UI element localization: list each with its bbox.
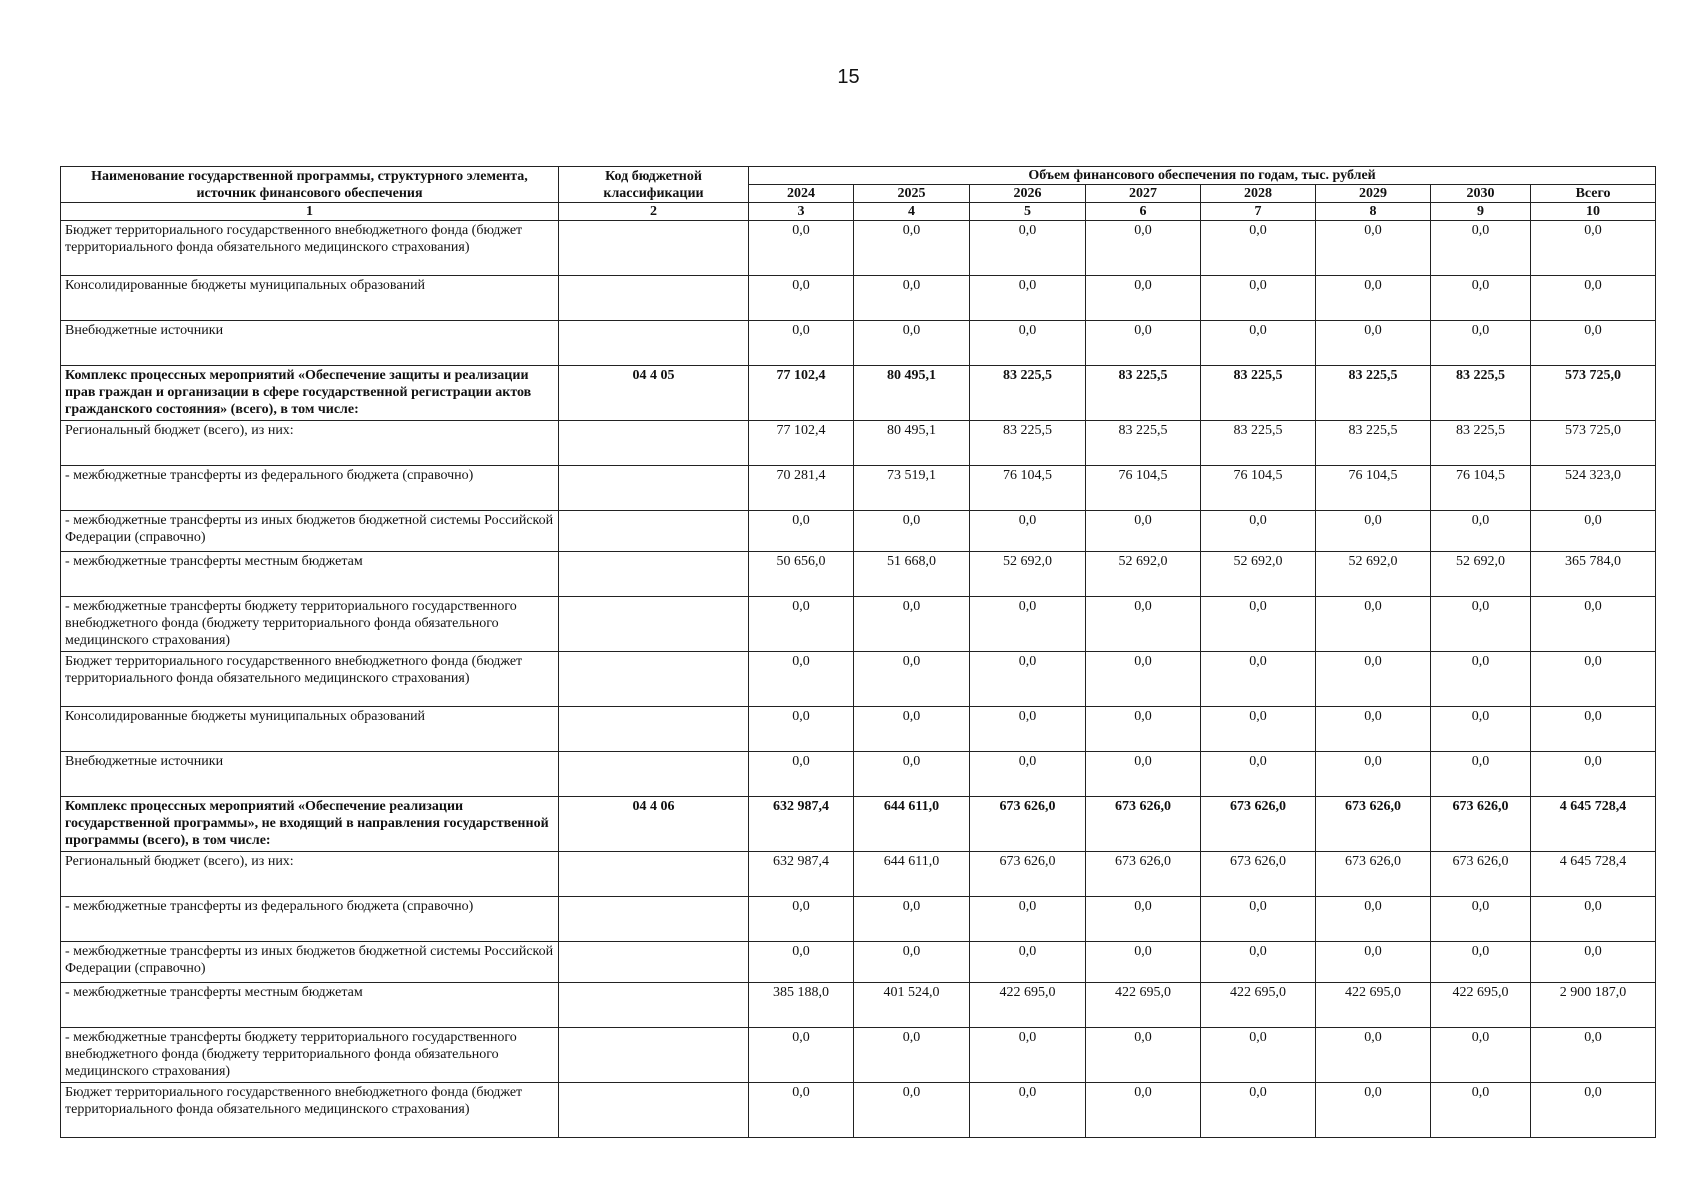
header-year: 2028: [1201, 185, 1316, 203]
row-value-cell: 673 626,0: [1431, 852, 1531, 897]
row-value-cell: 0,0: [1431, 221, 1531, 276]
header-group: Объем финансового обеспечения по годам, тыс. рублей: [749, 167, 1656, 185]
row-value-cell: 0,0: [1531, 221, 1656, 276]
row-value-cell: 673 626,0: [1316, 797, 1431, 852]
row-value-cell: 0,0: [1201, 897, 1316, 942]
row-value-cell: 0,0: [1431, 321, 1531, 366]
row-name-cell: Региональный бюджет (всего), из них:: [61, 421, 559, 466]
row-value-cell: 0,0: [854, 221, 970, 276]
row-value-cell: 76 104,5: [1201, 466, 1316, 511]
row-value-cell: 76 104,5: [1086, 466, 1201, 511]
row-value-cell: 0,0: [1086, 221, 1201, 276]
row-value-cell: 52 692,0: [970, 552, 1086, 597]
row-value-cell: 77 102,4: [749, 366, 854, 421]
table-row: [61, 1028, 1656, 1083]
row-value-cell: 0,0: [1086, 1083, 1201, 1138]
row-value-cell: 0,0: [749, 942, 854, 983]
row-code-cell: [559, 466, 749, 511]
row-name-cell: - межбюджетные трансферты бюджету территориального государственного внебюджетного фонда (бюджету территориального фонда обязательного медицинского страхования): [61, 597, 559, 652]
row-value-cell: 83 225,5: [1201, 421, 1316, 466]
row-value-cell: 0,0: [854, 1083, 970, 1138]
row-name-cell: - межбюджетные трансферты из иных бюджетов бюджетной системы Российской Федерации (справочно): [61, 942, 559, 983]
header-code: Код бюджетной классификации: [559, 167, 749, 203]
row-value-cell: 83 225,5: [1431, 366, 1531, 421]
row-value-cell: 0,0: [1531, 752, 1656, 797]
row-value-cell: 0,0: [1201, 652, 1316, 707]
row-name-cell: - межбюджетные трансферты местным бюджетам: [61, 983, 559, 1028]
header-year: 2026: [970, 185, 1086, 203]
row-value-cell: 0,0: [749, 511, 854, 552]
row-value-cell: 51 668,0: [854, 552, 970, 597]
row-value-cell: 0,0: [854, 597, 970, 652]
row-value-cell: 0,0: [1086, 707, 1201, 752]
row-value-cell: 673 626,0: [1201, 852, 1316, 897]
row-value-cell: 76 104,5: [1431, 466, 1531, 511]
row-value-cell: 0,0: [854, 321, 970, 366]
row-value-cell: 50 656,0: [749, 552, 854, 597]
table-row: [61, 366, 1656, 421]
row-name-cell: - межбюджетные трансферты бюджету территориального государственного внебюджетного фонда (бюджету территориального фонда обязательного медицинского страхования): [61, 1028, 559, 1083]
row-name-cell: Региональный бюджет (всего), из них:: [61, 852, 559, 897]
header-year: 2029: [1316, 185, 1431, 203]
row-value-cell: 0,0: [854, 942, 970, 983]
row-name-cell: Консолидированные бюджеты муниципальных образований: [61, 276, 559, 321]
row-value-cell: 83 225,5: [1086, 366, 1201, 421]
row-value-cell: 0,0: [970, 707, 1086, 752]
row-value-cell: 0,0: [1086, 276, 1201, 321]
row-value-cell: 0,0: [1431, 942, 1531, 983]
row-code-cell: [559, 652, 749, 707]
row-value-cell: 0,0: [1316, 221, 1431, 276]
row-value-cell: 0,0: [1431, 707, 1531, 752]
row-value-cell: 673 626,0: [1201, 797, 1316, 852]
row-value-cell: 0,0: [1316, 321, 1431, 366]
table-row: [61, 797, 1656, 852]
row-value-cell: 0,0: [1531, 652, 1656, 707]
header-year: 2024: [749, 185, 854, 203]
row-value-cell: 0,0: [749, 321, 854, 366]
row-value-cell: 0,0: [854, 1028, 970, 1083]
row-value-cell: 0,0: [749, 1083, 854, 1138]
row-value-cell: 0,0: [1201, 321, 1316, 366]
row-value-cell: 0,0: [970, 221, 1086, 276]
row-value-cell: 0,0: [1086, 511, 1201, 552]
row-value-cell: 524 323,0: [1531, 466, 1656, 511]
row-value-cell: 0,0: [854, 752, 970, 797]
row-value-cell: 80 495,1: [854, 421, 970, 466]
row-name-cell: - межбюджетные трансферты из федерального бюджета (справочно): [61, 466, 559, 511]
row-value-cell: 0,0: [1531, 1028, 1656, 1083]
row-value-cell: 0,0: [1086, 321, 1201, 366]
table-row: [61, 1083, 1656, 1138]
row-value-cell: 0,0: [970, 1028, 1086, 1083]
row-value-cell: 401 524,0: [854, 983, 970, 1028]
row-value-cell: 0,0: [970, 652, 1086, 707]
row-code-cell: [559, 597, 749, 652]
row-value-cell: 0,0: [970, 942, 1086, 983]
row-value-cell: 0,0: [1086, 752, 1201, 797]
row-value-cell: 0,0: [1431, 1083, 1531, 1138]
table-body: [61, 221, 1656, 1138]
row-name-cell: Консолидированные бюджеты муниципальных образований: [61, 707, 559, 752]
row-value-cell: 0,0: [1531, 1083, 1656, 1138]
row-code-cell: [559, 1028, 749, 1083]
row-value-cell: 0,0: [1531, 942, 1656, 983]
row-value-cell: 673 626,0: [1431, 797, 1531, 852]
row-value-cell: 632 987,4: [749, 797, 854, 852]
row-value-cell: 83 225,5: [1431, 421, 1531, 466]
row-code-cell: [559, 221, 749, 276]
row-value-cell: 52 692,0: [1316, 552, 1431, 597]
row-value-cell: 77 102,4: [749, 421, 854, 466]
row-value-cell: 0,0: [1316, 1083, 1431, 1138]
row-value-cell: 76 104,5: [1316, 466, 1431, 511]
row-value-cell: 0,0: [1316, 652, 1431, 707]
row-value-cell: 52 692,0: [1201, 552, 1316, 597]
row-code-cell: [559, 511, 749, 552]
row-value-cell: 0,0: [1086, 1028, 1201, 1083]
page-number: 15: [837, 66, 860, 88]
header-column-number: 9: [1431, 203, 1531, 221]
row-value-cell: 0,0: [1086, 652, 1201, 707]
header-name: Наименование государственной программы, структурного элемента, источник финансового обеспечения: [61, 167, 559, 203]
row-value-cell: 0,0: [1431, 652, 1531, 707]
row-value-cell: 0,0: [970, 276, 1086, 321]
row-value-cell: 644 611,0: [854, 797, 970, 852]
table-row: [61, 421, 1656, 466]
row-code-cell: 04 4 05: [559, 366, 749, 421]
row-value-cell: 0,0: [1201, 1028, 1316, 1083]
row-value-cell: 0,0: [1316, 752, 1431, 797]
row-value-cell: 0,0: [854, 652, 970, 707]
row-code-cell: [559, 942, 749, 983]
row-value-cell: 4 645 728,4: [1531, 852, 1656, 897]
row-value-cell: 0,0: [1531, 707, 1656, 752]
row-value-cell: 0,0: [1086, 942, 1201, 983]
row-value-cell: 0,0: [970, 321, 1086, 366]
table-row: [61, 221, 1656, 276]
row-value-cell: 0,0: [749, 1028, 854, 1083]
table-row: [61, 511, 1656, 552]
table-row: [61, 897, 1656, 942]
row-value-cell: 0,0: [1201, 221, 1316, 276]
row-value-cell: 673 626,0: [1086, 852, 1201, 897]
table-row: [61, 276, 1656, 321]
row-value-cell: 422 695,0: [970, 983, 1086, 1028]
row-value-cell: 83 225,5: [1086, 421, 1201, 466]
financing-table: [60, 166, 1656, 1138]
row-value-cell: 0,0: [1316, 707, 1431, 752]
row-value-cell: 422 695,0: [1431, 983, 1531, 1028]
row-value-cell: 0,0: [1201, 752, 1316, 797]
row-value-cell: 0,0: [1531, 597, 1656, 652]
row-value-cell: 0,0: [1316, 276, 1431, 321]
header-column-number: 2: [559, 203, 749, 221]
row-value-cell: 0,0: [1201, 276, 1316, 321]
row-value-cell: 0,0: [970, 511, 1086, 552]
row-name-cell: Внебюджетные источники: [61, 752, 559, 797]
row-value-cell: 0,0: [1316, 897, 1431, 942]
row-value-cell: 673 626,0: [970, 852, 1086, 897]
row-value-cell: 76 104,5: [970, 466, 1086, 511]
header-column-numbers-row: [61, 203, 1656, 221]
row-value-cell: 0,0: [1316, 942, 1431, 983]
row-value-cell: 0,0: [749, 897, 854, 942]
header-column-number: 4: [854, 203, 970, 221]
header-year: Всего: [1531, 185, 1656, 203]
row-value-cell: 0,0: [1086, 897, 1201, 942]
row-value-cell: 385 188,0: [749, 983, 854, 1028]
table-row: [61, 597, 1656, 652]
row-value-cell: 52 692,0: [1431, 552, 1531, 597]
row-value-cell: 0,0: [1316, 1028, 1431, 1083]
header-year: 2027: [1086, 185, 1201, 203]
row-value-cell: 422 695,0: [1201, 983, 1316, 1028]
header-column-number: 5: [970, 203, 1086, 221]
row-value-cell: 2 900 187,0: [1531, 983, 1656, 1028]
row-code-cell: [559, 321, 749, 366]
row-name-cell: Бюджет территориального государственного внебюджетного фонда (бюджет территориального фонда обязательного медицинского страхования): [61, 652, 559, 707]
row-value-cell: 0,0: [854, 511, 970, 552]
row-code-cell: [559, 897, 749, 942]
row-code-cell: 04 4 06: [559, 797, 749, 852]
header-column-number: 1: [61, 203, 559, 221]
row-value-cell: 70 281,4: [749, 466, 854, 511]
row-value-cell: 422 695,0: [1086, 983, 1201, 1028]
row-code-cell: [559, 552, 749, 597]
row-value-cell: 0,0: [749, 597, 854, 652]
row-value-cell: 83 225,5: [1201, 366, 1316, 421]
row-value-cell: 0,0: [749, 221, 854, 276]
row-value-cell: 422 695,0: [1316, 983, 1431, 1028]
row-value-cell: 0,0: [1431, 597, 1531, 652]
row-name-cell: Комплекс процессных мероприятий «Обеспечение защиты и реализации прав граждан и организации в сфере государственной регистрации актов гражданского состояния» (всего), в том числе:: [61, 366, 559, 421]
table-row: [61, 707, 1656, 752]
row-value-cell: 0,0: [1201, 1083, 1316, 1138]
row-code-cell: [559, 983, 749, 1028]
row-value-cell: 573 725,0: [1531, 366, 1656, 421]
row-value-cell: 0,0: [970, 597, 1086, 652]
row-value-cell: 80 495,1: [854, 366, 970, 421]
row-code-cell: [559, 421, 749, 466]
row-value-cell: 0,0: [1316, 597, 1431, 652]
header-column-number: 6: [1086, 203, 1201, 221]
header-column-number: 3: [749, 203, 854, 221]
row-name-cell: - межбюджетные трансферты из федерального бюджета (справочно): [61, 897, 559, 942]
header-column-number: 10: [1531, 203, 1656, 221]
row-value-cell: 573 725,0: [1531, 421, 1656, 466]
row-value-cell: 0,0: [1531, 511, 1656, 552]
row-code-cell: [559, 707, 749, 752]
table-row: [61, 466, 1656, 511]
row-name-cell: Бюджет территориального государственного внебюджетного фонда (бюджет территориального фонда обязательного медицинского страхования): [61, 221, 559, 276]
row-code-cell: [559, 276, 749, 321]
row-value-cell: 0,0: [854, 897, 970, 942]
row-value-cell: 0,0: [749, 707, 854, 752]
row-value-cell: 52 692,0: [1086, 552, 1201, 597]
row-value-cell: 644 611,0: [854, 852, 970, 897]
row-name-cell: - межбюджетные трансферты местным бюджетам: [61, 552, 559, 597]
row-name-cell: Бюджет территориального государственного внебюджетного фонда (бюджет территориального фонда обязательного медицинского страхования): [61, 1083, 559, 1138]
row-code-cell: [559, 852, 749, 897]
row-name-cell: - межбюджетные трансферты из иных бюджетов бюджетной системы Российской Федерации (справочно): [61, 511, 559, 552]
row-value-cell: 0,0: [1431, 897, 1531, 942]
row-value-cell: 0,0: [1201, 707, 1316, 752]
row-value-cell: 0,0: [749, 652, 854, 707]
row-value-cell: 0,0: [1531, 321, 1656, 366]
row-value-cell: 0,0: [970, 1083, 1086, 1138]
row-value-cell: 0,0: [1431, 1028, 1531, 1083]
row-value-cell: 632 987,4: [749, 852, 854, 897]
row-value-cell: 0,0: [854, 276, 970, 321]
row-name-cell: Внебюджетные источники: [61, 321, 559, 366]
table-row: [61, 652, 1656, 707]
row-value-cell: 0,0: [970, 752, 1086, 797]
table-row: [61, 852, 1656, 897]
row-value-cell: 0,0: [749, 752, 854, 797]
row-value-cell: 4 645 728,4: [1531, 797, 1656, 852]
row-value-cell: 83 225,5: [1316, 421, 1431, 466]
row-value-cell: 0,0: [854, 707, 970, 752]
row-value-cell: 83 225,5: [970, 421, 1086, 466]
row-name-cell: Комплекс процессных мероприятий «Обеспечение реализации государственной программы», не входящий в направления государственной программы (всего), в том числе:: [61, 797, 559, 852]
header-column-number: 7: [1201, 203, 1316, 221]
header-year: 2025: [854, 185, 970, 203]
row-value-cell: 673 626,0: [1316, 852, 1431, 897]
row-value-cell: 0,0: [1201, 942, 1316, 983]
row-value-cell: 0,0: [970, 897, 1086, 942]
row-value-cell: 0,0: [1316, 511, 1431, 552]
row-code-cell: [559, 752, 749, 797]
header-year: 2030: [1431, 185, 1531, 203]
row-value-cell: 0,0: [1531, 897, 1656, 942]
row-value-cell: 83 225,5: [970, 366, 1086, 421]
row-value-cell: 0,0: [1431, 752, 1531, 797]
row-value-cell: 0,0: [1531, 276, 1656, 321]
row-value-cell: 0,0: [1086, 597, 1201, 652]
row-value-cell: 673 626,0: [970, 797, 1086, 852]
row-value-cell: 0,0: [1431, 511, 1531, 552]
row-value-cell: 83 225,5: [1316, 366, 1431, 421]
row-value-cell: 0,0: [1431, 276, 1531, 321]
table-row: [61, 942, 1656, 983]
table-row: [61, 983, 1656, 1028]
row-code-cell: [559, 1083, 749, 1138]
table-row: [61, 321, 1656, 366]
row-value-cell: 0,0: [1201, 597, 1316, 652]
table-row: [61, 552, 1656, 597]
row-value-cell: 0,0: [749, 276, 854, 321]
table-row: [61, 752, 1656, 797]
row-value-cell: 365 784,0: [1531, 552, 1656, 597]
header-column-number: 8: [1316, 203, 1431, 221]
row-value-cell: 673 626,0: [1086, 797, 1201, 852]
row-value-cell: 73 519,1: [854, 466, 970, 511]
row-value-cell: 0,0: [1201, 511, 1316, 552]
